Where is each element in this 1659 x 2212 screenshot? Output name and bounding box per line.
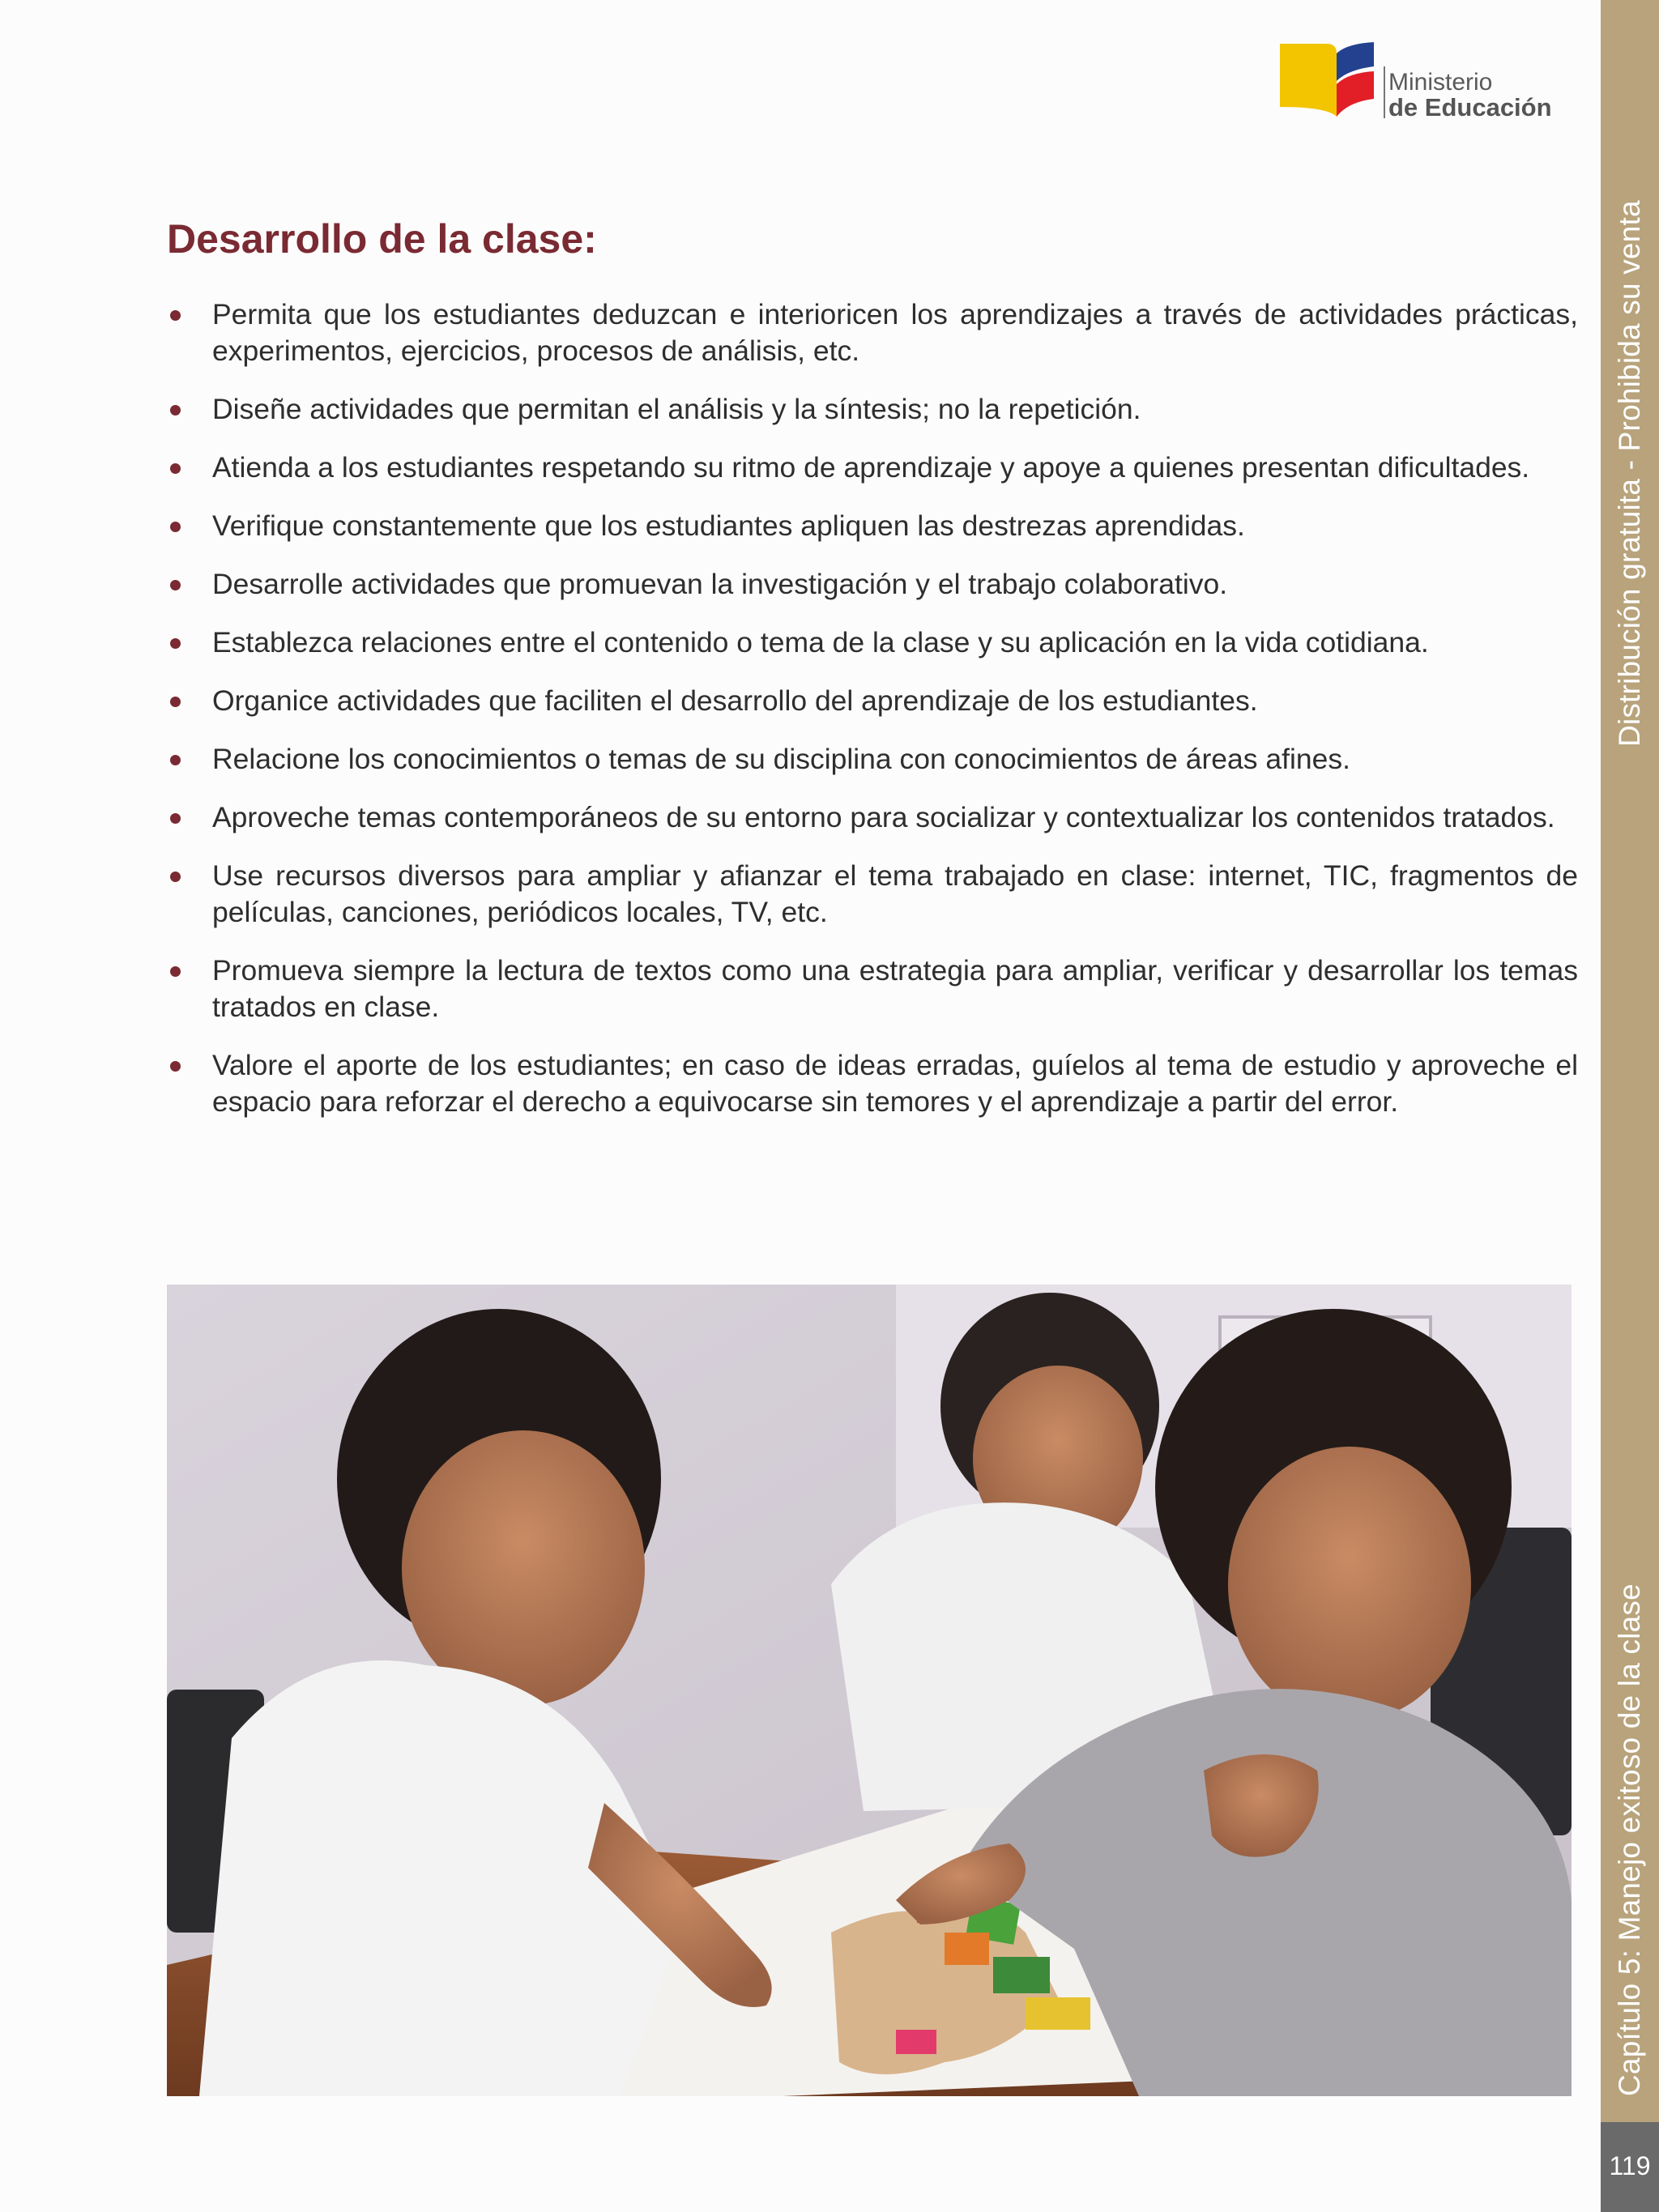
bullet-item — [167, 799, 1578, 836]
page-number-box — [1601, 2122, 1659, 2212]
bullet-text: Relacione los conocimientos o temas de su disciplina con conocimientos de áreas afines. — [212, 743, 1350, 775]
bullet-item — [167, 1047, 1578, 1120]
bullet-item — [167, 508, 1578, 544]
bullet-text: Use recursos diversos para ampliar y afianzar el tema trabajado en clase: internet, TIC, fragmentos de películas, canciones, periódicos locales, TV, etc. — [212, 859, 1578, 928]
bullet-text: Establezca relaciones entre el contenido o tema de la clase y su aplicación en la vida cotidiana. — [212, 626, 1429, 658]
bullet-text: Aproveche temas contemporáneos de su entorno para socializar y contextualizar los contenidos tratados. — [212, 801, 1555, 833]
bullet-item — [167, 296, 1578, 369]
bullet-dot-icon — [170, 697, 181, 707]
page-number: 119 — [1609, 2151, 1651, 2180]
bullet-item — [167, 953, 1578, 1025]
bullet-item — [167, 683, 1578, 719]
bullet-item — [167, 391, 1578, 428]
bullet-dot-icon — [170, 966, 181, 977]
distribution-notice: Distribución gratuita - Prohibida su venta — [1613, 200, 1646, 747]
section-heading: Desarrollo de la clase: — [167, 216, 597, 262]
bullet-text: Diseñe actividades que permitan el análisis y la síntesis; no la repetición. — [212, 393, 1141, 425]
bullet-dot-icon — [170, 405, 181, 416]
bullet-item — [167, 858, 1578, 931]
ministerio-flag-book-icon — [1278, 42, 1384, 123]
bullet-item — [167, 450, 1578, 486]
chapter-title: Capítulo 5: Manejo exitoso de la clase — [1613, 1583, 1646, 2096]
bullet-text: Promueva siempre la lectura de textos como una estrategia para ampliar, verificar y desarrollar los temas tratados en clase. — [212, 954, 1578, 1023]
bullet-item — [167, 741, 1578, 778]
logo-divider — [1384, 66, 1385, 118]
bullet-text: Permita que los estudiantes deduzcan e interioricen los aprendizajes a través de actividades prácticas, experimentos, ejercicios, procesos de análisis, etc. — [212, 298, 1578, 367]
bullet-item — [167, 624, 1578, 661]
bullet-dot-icon — [170, 638, 181, 649]
logo-line2 — [1388, 95, 1552, 120]
bullet-list — [167, 296, 1578, 1142]
logo-line1: Ministerio — [1388, 69, 1493, 96]
bullet-text: Verifique constantemente que los estudiantes apliquen las destrezas aprendidas. — [212, 509, 1245, 542]
bullet-dot-icon — [170, 1061, 181, 1072]
bullet-text: Desarrolle actividades que promuevan la investigación y el trabajo colaborativo. — [212, 568, 1228, 600]
ministerio-logo — [1278, 42, 1554, 123]
bullet-text: Organice actividades que faciliten el desarrollo del aprendizaje de los estudiantes. — [212, 684, 1258, 717]
bullet-item — [167, 566, 1578, 603]
bullet-text: Atienda a los estudiantes respetando su ritmo de aprendizaje y apoye a quienes presentan dificultades. — [212, 451, 1530, 484]
logo-line2-text: de Educación — [1388, 93, 1552, 121]
bullet-text: Valore el aporte de los estudiantes; en caso de ideas erradas, guíelos al tema de estudio y aproveche el espacio para reforzar el derecho a equivocarse sin temores y el aprendizaje a partir del error. — [212, 1049, 1578, 1118]
bullet-dot-icon — [170, 580, 181, 590]
bullet-dot-icon — [170, 813, 181, 824]
sidebar-band — [1601, 0, 1659, 2122]
bullet-dot-icon — [170, 872, 181, 882]
classroom-photo — [167, 1285, 1572, 2096]
bullet-dot-icon — [170, 463, 181, 474]
bullet-dot-icon — [170, 522, 181, 532]
bullet-dot-icon — [170, 755, 181, 765]
bullet-dot-icon — [170, 310, 181, 321]
logo-text — [1388, 70, 1552, 120]
children-puzzle-illustration — [167, 1285, 1572, 2096]
